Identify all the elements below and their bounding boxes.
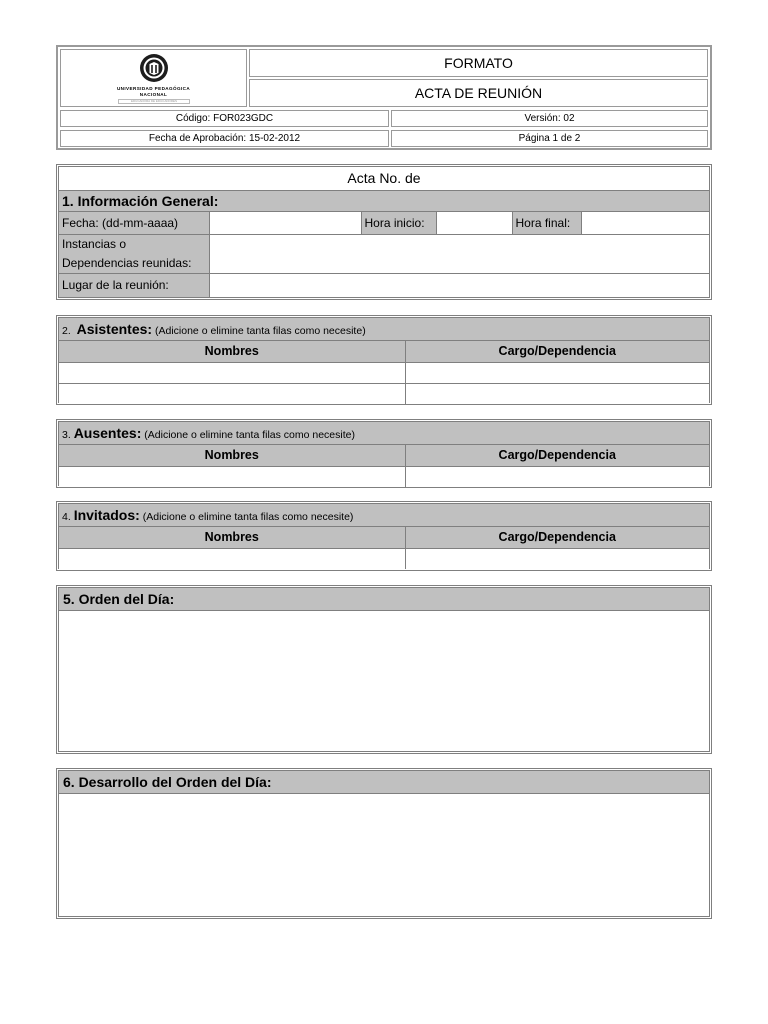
- document-title: ACTA DE REUNIÓN: [249, 79, 708, 107]
- university-name: UNIVERSIDAD PEDAGÓGICA NACIONAL: [116, 86, 191, 97]
- orden-del-dia-heading: 5. Orden del Día:: [59, 588, 709, 611]
- invitados-heading: 4. Invitados: (Adicione o elimine tanta filas como necesite): [59, 504, 709, 527]
- nombre-cell[interactable]: [59, 362, 405, 383]
- acta-number-title: Acta No. de: [59, 167, 709, 190]
- general-information-heading: 1. Información General:: [59, 190, 709, 212]
- table-row: [59, 466, 709, 487]
- table-row: [59, 548, 709, 569]
- nombres-column-header: Nombres: [59, 445, 405, 466]
- ausentes-title: Ausentes:: [73, 425, 142, 441]
- university-tagline: EDUCADORA DE EDUCADORES: [118, 99, 190, 104]
- invitados-section: [56, 501, 712, 571]
- cargo-column-header: Cargo/Dependencia: [405, 341, 709, 362]
- code-label: Código: FOR023GDC: [60, 110, 389, 127]
- fecha-label: Fecha: (dd-mm-aaaa): [59, 212, 209, 234]
- university-logo: [61, 50, 246, 106]
- format-title: FORMATO: [249, 49, 708, 77]
- ausentes-note: (Adicione o elimine tanta filas como necesite): [144, 429, 355, 441]
- invitados-title: Invitados:: [73, 507, 140, 523]
- instancias-input[interactable]: [209, 234, 709, 273]
- document-header: [56, 45, 712, 150]
- nombre-cell[interactable]: [59, 548, 405, 569]
- asistentes-table: [59, 341, 709, 404]
- table-row: [59, 383, 709, 404]
- logo-cell: [60, 49, 247, 107]
- instancias-label: Instancias o Dependencias reunidas:: [59, 234, 209, 273]
- page-number-label: Página 1 de 2: [391, 130, 708, 147]
- cargo-column-header: Cargo/Dependencia: [405, 527, 709, 548]
- lugar-label: Lugar de la reunión:: [59, 273, 209, 297]
- fecha-input[interactable]: [209, 212, 361, 234]
- ausentes-section: [56, 419, 712, 488]
- invitados-note: (Adicione o elimine tanta filas como necesite): [142, 511, 354, 523]
- nombre-cell[interactable]: [59, 466, 405, 487]
- general-information-table: [59, 212, 709, 297]
- asistentes-title: Asistentes:: [76, 321, 153, 337]
- hora-final-input[interactable]: [581, 212, 709, 234]
- ausentes-heading: 3. Ausentes: (Adicione o elimine tanta filas como necesite): [59, 422, 709, 445]
- ausentes-table: [59, 445, 709, 487]
- desarrollo-heading: 6. Desarrollo del Orden del Día:: [59, 771, 709, 794]
- cargo-cell[interactable]: [405, 466, 709, 487]
- orden-del-dia-section: [56, 585, 712, 754]
- hora-final-label: Hora final:: [512, 212, 581, 234]
- approval-date-label: Fecha de Aprobación: 15-02-2012: [60, 130, 389, 147]
- cargo-cell[interactable]: [405, 383, 709, 404]
- invitados-table: [59, 527, 709, 569]
- hora-inicio-label: Hora inicio:: [361, 212, 436, 234]
- orden-del-dia-textarea[interactable]: [59, 611, 709, 751]
- asistentes-section: [56, 315, 712, 405]
- university-seal-icon: [139, 53, 169, 83]
- version-label: Versión: 02: [391, 110, 708, 127]
- cargo-cell[interactable]: [405, 362, 709, 383]
- table-row: [59, 362, 709, 383]
- cargo-column-header: Cargo/Dependencia: [405, 445, 709, 466]
- hora-inicio-input[interactable]: [436, 212, 512, 234]
- desarrollo-textarea[interactable]: [59, 794, 709, 916]
- asistentes-note: (Adicione o elimine tanta filas como necesite): [155, 325, 366, 337]
- cargo-cell[interactable]: [405, 548, 709, 569]
- nombre-cell[interactable]: [59, 383, 405, 404]
- nombres-column-header: Nombres: [59, 341, 405, 362]
- nombres-column-header: Nombres: [59, 527, 405, 548]
- lugar-input[interactable]: [209, 273, 709, 297]
- general-information-section: [56, 164, 712, 300]
- desarrollo-section: [56, 768, 712, 919]
- asistentes-heading: 2. Asistentes: (Adicione o elimine tanta filas como necesite): [59, 318, 709, 341]
